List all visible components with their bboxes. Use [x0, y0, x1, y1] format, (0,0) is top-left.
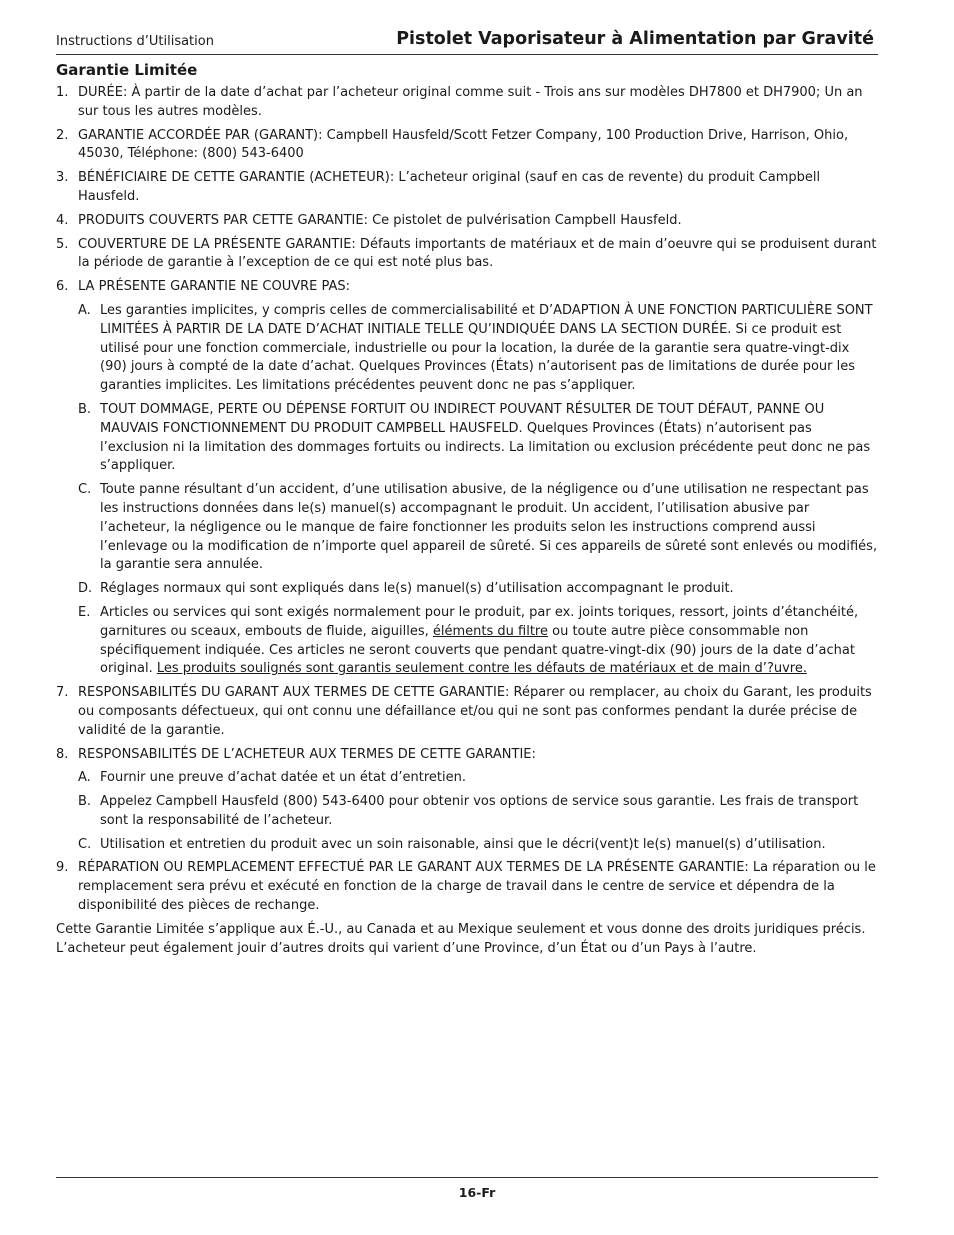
sub-text: [100, 604, 878, 679]
sub-item-8c: [78, 836, 878, 855]
sub-text: Fournir une preuve d’achat datée et un état d’entretien.: [100, 770, 466, 786]
section-heading: Garantie Limitée: [56, 61, 198, 79]
sub-letter: C.: [78, 482, 92, 498]
list-number: 4.: [56, 212, 69, 228]
sub-item-8b: [78, 793, 878, 831]
list-item-9: [56, 859, 878, 915]
header-divider: [56, 54, 878, 55]
list-text: LA PRÉSENTE GARANTIE NE COUVRE PAS:: [78, 279, 351, 295]
sub-letter: A.: [78, 770, 91, 786]
sub-item-6e: [78, 604, 878, 679]
sub-text-part: Articles ou services qui sont exigés normalement pour le produit, par ex. joints toriques, ressort, joints d’étanchéité, garnitures ou sceaux, embouts de fluide, aiguilles,: [100, 604, 859, 639]
warranty-content: [56, 60, 878, 958]
sub-letter: D.: [78, 581, 93, 597]
list-text: COUVERTURE DE LA PRÉSENTE GARANTIE: Défauts importants de matériaux et de main d’oeuvre qui se produisent durant la période de garantie à l’exception de ce qui est noté plus bas.: [78, 236, 877, 271]
list-number: 6.: [56, 279, 69, 295]
sub-letter: B.: [78, 401, 92, 417]
list-text: PRODUITS COUVERTS PAR CETTE GARANTIE: Ce pistolet de pulvérisation Campbell Hausfeld.: [78, 212, 682, 228]
list-text: RESPONSABILITÉS DU GARANT AUX TERMES DE CETTE GARANTIE: Réparer ou remplacer, au choix du Garant, les produits ou composants défectueux, qui ont connu une défaillance et/ou qui ne sont pas conformes pendant la durée précise de validité de la garantie.: [78, 685, 872, 738]
list-number: 5.: [56, 236, 69, 252]
list-number: 7.: [56, 685, 69, 701]
sub-item-8a: [78, 769, 878, 788]
underlined-text: éléments du filtre: [432, 623, 548, 639]
underlined-text: Les produits soulignés sont garantis seulement contre les défauts de matériaux et de main d’?uvre.: [156, 661, 807, 677]
page-number: 16-Fr: [458, 1185, 496, 1200]
list-number: 1.: [56, 85, 69, 100]
sub-letter: E.: [78, 604, 91, 620]
list-item-6: [56, 278, 878, 297]
sub-item-6b: [78, 401, 878, 476]
closing-paragraph: Cette Garantie Limitée s’applique aux É.-U., au Canada et au Mexique seulement et vous donne des droits juridiques précis. L’acheteur peut également jouir d’autres droits qui varient d’une Province, d’un État ou d’un Pays à l’autre.: [56, 921, 866, 956]
list-text: GARANTIE ACCORDÉE PAR (GARANT): Campbell Hausfeld/Scott Fetzer Company, 100 Production Drive, Harrison, Ohio, 45030, Téléphone: (800) 543-6400: [78, 127, 849, 162]
sub-letter: B.: [78, 794, 92, 810]
footer-divider: [56, 1177, 878, 1178]
sub-text: Toute panne résultant d’un accident, d’une utilisation abusive, de la négligence ou d’une utilisation ne respectant pas les instructions données dans le(s) manuel(s) accompagnant le produit. Un accident, l’utilisation abusive par l’acheteur, la négligence ou le manque de faire fonctionner les produits selon les instructions comprend aussi l’enlevage ou la modification de n’importe quel appareil de sûreté. Si ces appareils de sûreté sont enlevés ou modifiés, la garantie sera annulée.: [100, 482, 878, 573]
list-text: RESPONSABILITÉS DE L’ACHETEUR AUX TERMES DE CETTE GARANTIE:: [78, 746, 536, 762]
list-number: 3.: [56, 170, 69, 186]
list-item-3: [56, 169, 878, 207]
sub-item-6c: [78, 481, 878, 575]
sub-text: Les garanties implicites, y compris celles de commercialisabilité et D’ADAPTION À UNE FONCTION PARTICULIÈRE SONT LIMITÉES À PARTIR DE LA DATE D’ACHAT INITIALE TELLE QU’INDIQUÉE DANS LA SECTION DURÉE. Si ce produit est utilisé pour une fonction commerciale, industrielle ou pour la location, la durée de la garantie sera quatre-vingt-dix (90) jours à compté de la date d’achat. Quelques Provinces (États) n’autorisent pas de limitations de durée pour les garanties implicites. Les limitations précédentes peuvent donc ne pas s’appliquer.: [100, 302, 873, 394]
sub-text: Appelez Campbell Hausfeld (800) 543-6400 pour obtenir vos options de service sous garantie. Les frais de transport sont la responsabilité de l’acheteur.: [100, 794, 859, 828]
list-item-2: [56, 127, 878, 165]
sub-text: TOUT DOMMAGE, PERTE OU DÉPENSE FORTUIT OU INDIRECT POUVANT RÉSULTER DE TOUT DÉFAUT, PANNE OU MAUVAIS FONCTIONNEMENT DU PRODUIT CAMPBELL HAUSFELD. Quelques Provinces (États) n’autorisent pas l’exclusion ni la limitation des dommages fortuits ou indirects. La limitation ou exclusion précédente peut donc ne pas s’appliquer.: [100, 401, 871, 474]
list-number: 2.: [56, 127, 69, 143]
list-item-7: [56, 684, 878, 740]
sub-text-part: ou toute autre pièce consommable non spécifiquement indiquée. Ces articles ne seront couverts que pendant quatre-vingt-dix (90) jours de la date d’achat original.: [100, 623, 855, 677]
sub-item-6d: [78, 580, 878, 599]
header-section-label: Instructions d’Utilisation: [56, 34, 214, 49]
list-text: RÉPARATION OU REMPLACEMENT EFFECTUÉ PAR LE GARANT AUX TERMES DE LA PRÉSENTE GARANTIE: La réparation ou le remplacement sera prévu et exécuté en fonction de la charge de travail dans le centre de service et dépendra de la disponibilité des pièces de rechange.: [78, 860, 876, 914]
list-item-8: [56, 746, 878, 765]
list-text: DURÉE: À partir de la date d’achat par l’acheteur original comme suit - Trois ans sur modèles DH7800 et DH7900; Un an sur tous les autres modèles.: [78, 85, 863, 119]
list-text: BÉNÉFICIAIRE DE CETTE GARANTIE (ACHETEUR): L’acheteur original (sauf en cas de revente) du produit Campbell Hausfeld.: [78, 170, 821, 204]
sub-text: Réglages normaux qui sont expliqués dans le(s) manuel(s) d’utilisation accompagnant le produit.: [100, 581, 734, 597]
sub-text: Utilisation et entretien du produit avec un soin raisonable, ainsi que le décri(vent)t le(s) manuel(s) d’utilisation.: [100, 836, 826, 852]
list-number: 8.: [56, 746, 69, 762]
list-item-4: [56, 212, 878, 231]
page-title: Pistolet Vaporisateur à Alimentation par Gravité: [396, 29, 874, 49]
list-item-5: [56, 236, 878, 274]
sub-letter: C.: [78, 836, 92, 852]
list-item-1: [56, 84, 878, 122]
list-number: 9.: [56, 860, 69, 876]
sub-item-6a: [78, 302, 878, 396]
sub-letter: A.: [78, 302, 91, 318]
